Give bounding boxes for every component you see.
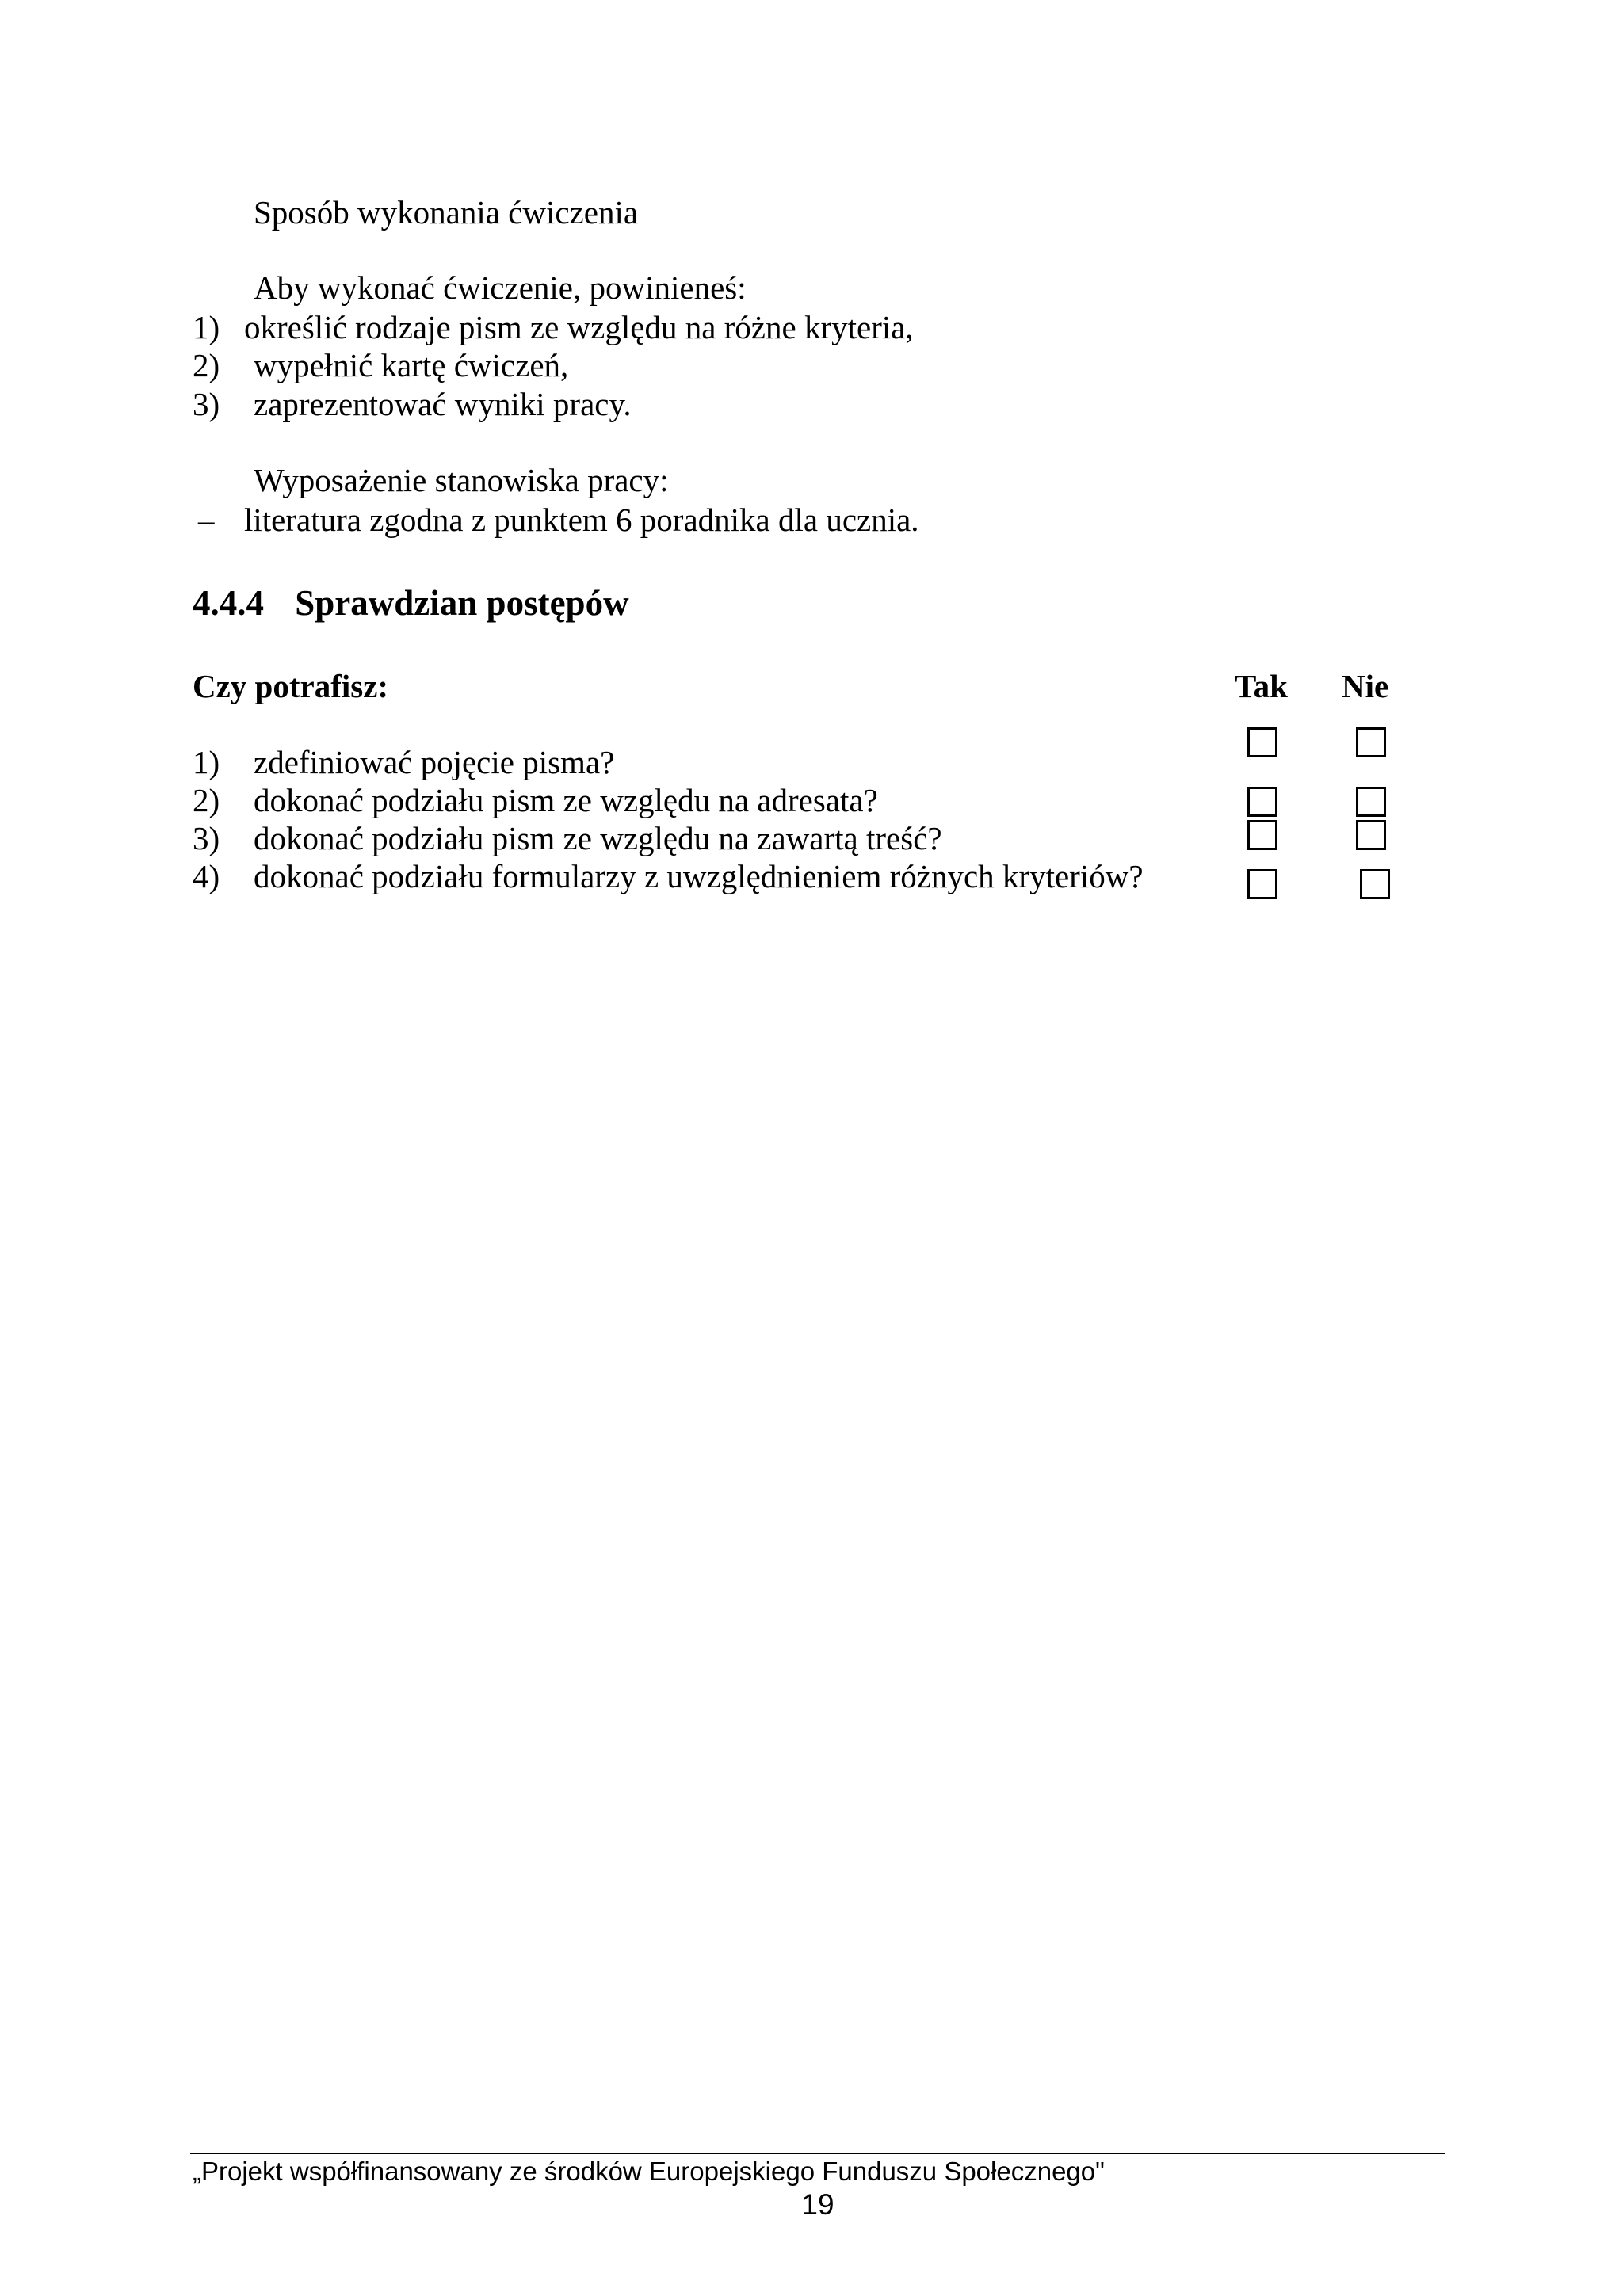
list-item: 1) określić rodzaje pism ze względu na różne kryteria, bbox=[193, 309, 914, 345]
list-item: 3) zaprezentować wyniki pracy. bbox=[193, 386, 632, 422]
footer-rule bbox=[190, 2153, 1445, 2154]
footer-project-note: „Projekt współfinansowany ze środków Europejskiego Funduszu Społecznego" bbox=[193, 2157, 1105, 2186]
checkbox-nie-3[interactable] bbox=[1356, 820, 1386, 850]
checklist-row: 3) dokonać podziału pism ze względu na zawartą treść? bbox=[193, 820, 942, 856]
list-item: – literatura zgodna z punktem 6 poradnika dla ucznia. bbox=[198, 502, 919, 538]
page-number: 19 bbox=[801, 2188, 834, 2221]
section-number: 4.4.4 bbox=[193, 583, 264, 623]
checklist-question: Czy potrafisz: bbox=[193, 668, 389, 704]
bullet-dash: – bbox=[198, 502, 215, 538]
checkbox-tak-2[interactable] bbox=[1247, 787, 1277, 817]
equipment-title: Wyposażenie stanowiska pracy: bbox=[254, 462, 669, 498]
column-header-yes: Tak bbox=[1235, 668, 1288, 704]
section-title: Sprawdzian postępów bbox=[295, 583, 629, 623]
checkbox-tak-1[interactable] bbox=[1247, 727, 1277, 757]
checkbox-nie-4[interactable] bbox=[1360, 869, 1390, 899]
checklist-row: 4) dokonać podziału formularzy z uwzględnieniem różnych kryteriów? bbox=[193, 858, 1144, 894]
checklist-row: 2) dokonać podziału pism ze względu na adresata? bbox=[193, 782, 878, 818]
checkbox-tak-4[interactable] bbox=[1247, 869, 1277, 899]
method-intro: Aby wykonać ćwiczenie, powinieneś: bbox=[254, 269, 747, 306]
checkbox-tak-3[interactable] bbox=[1247, 820, 1277, 850]
checklist-row: 1) zdefiniować pojęcie pisma? bbox=[193, 744, 615, 780]
column-header-no: Nie bbox=[1342, 668, 1389, 704]
method-title: Sposób wykonania ćwiczenia bbox=[254, 194, 639, 231]
checkbox-nie-1[interactable] bbox=[1356, 727, 1386, 757]
list-item: 2) wypełnić kartę ćwiczeń, bbox=[193, 347, 569, 383]
checkbox-nie-2[interactable] bbox=[1356, 787, 1386, 817]
section-heading bbox=[193, 582, 629, 624]
